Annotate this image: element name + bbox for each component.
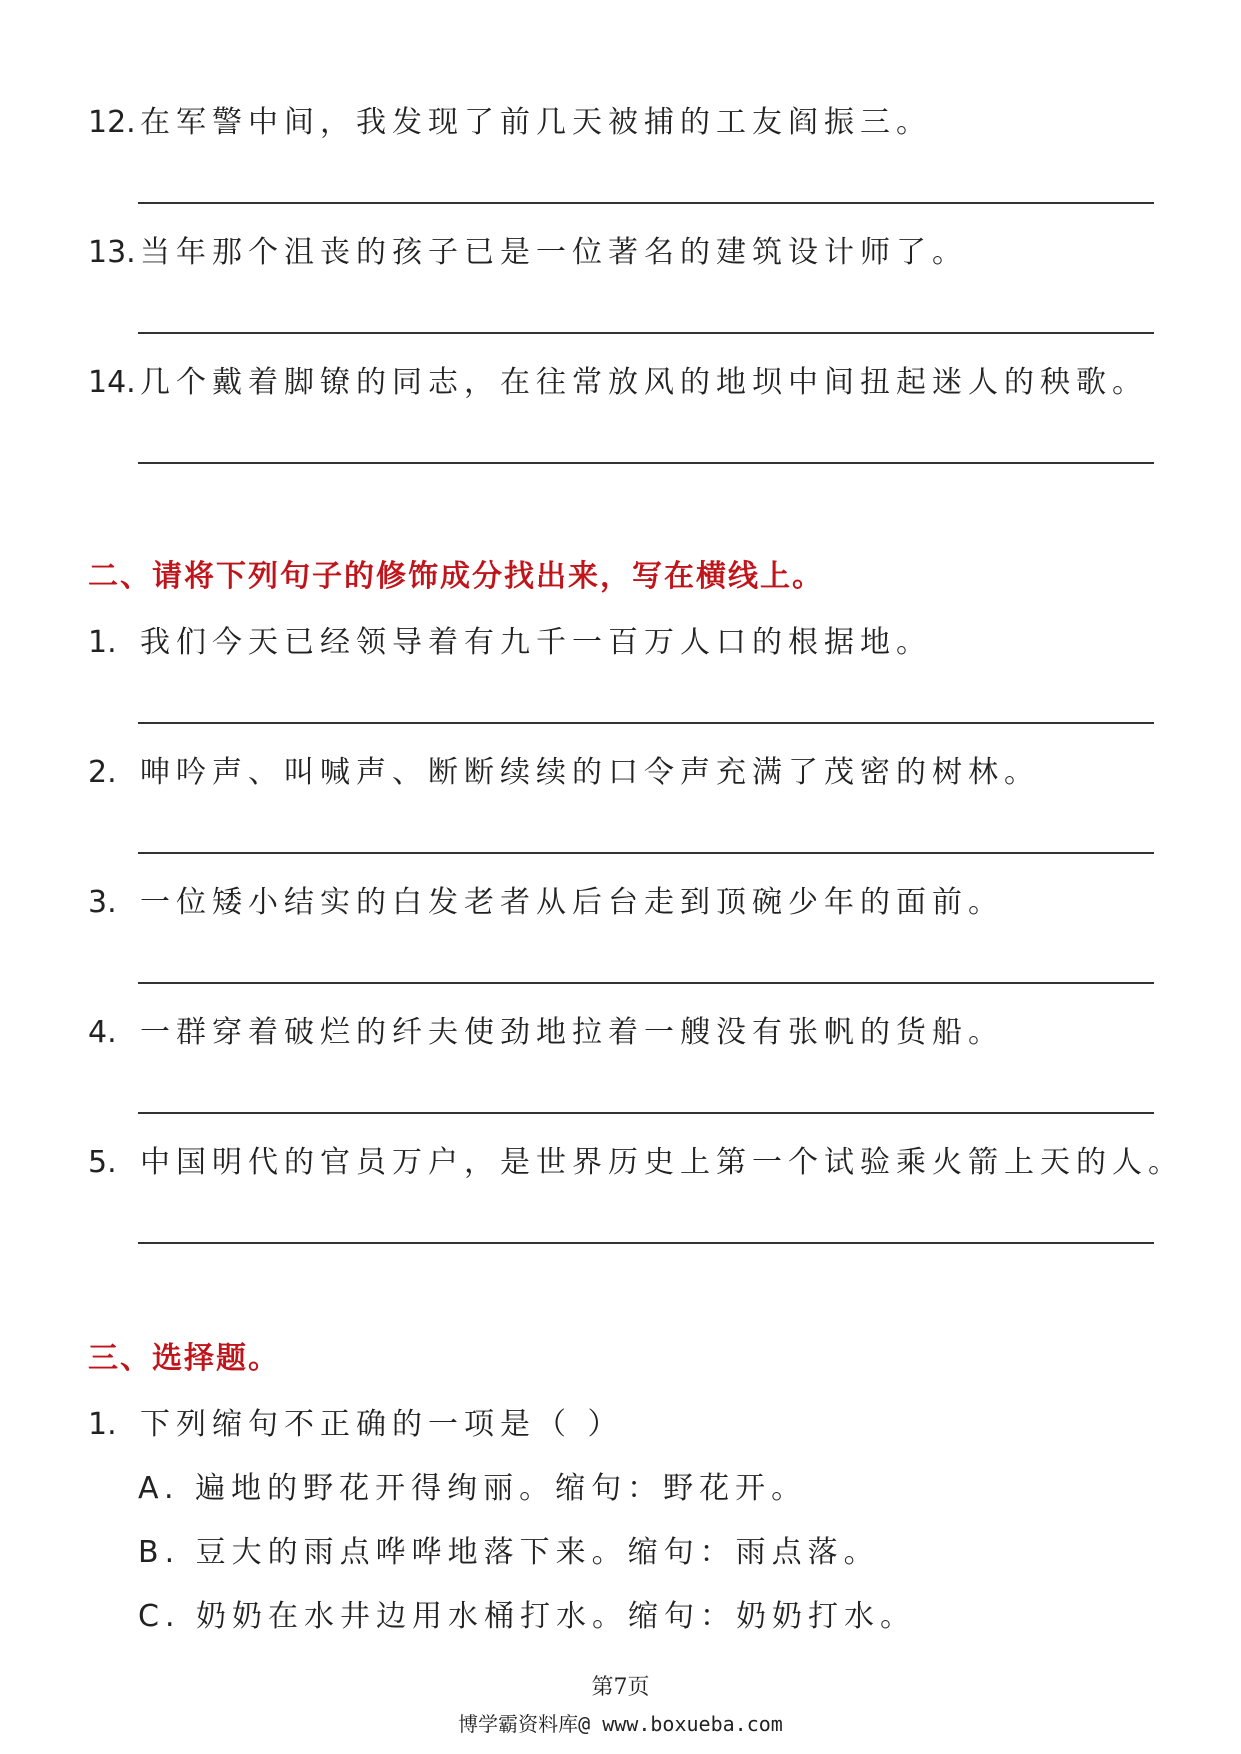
question-number: 5. [88, 1145, 117, 1180]
answer-line[interactable] [138, 1242, 1154, 1244]
question-number: 13. [88, 235, 136, 270]
question-text: 下列缩句不正确的一项是（ ） [140, 1407, 624, 1442]
option-b[interactable]: B. 豆大的雨点哗哗地落下来。缩句：雨点落。 [138, 1535, 880, 1570]
question-number: 1. [88, 1407, 117, 1442]
question-text: 我们今天已经领导着有九千一百万人口的根据地。 [140, 625, 932, 660]
question-item [88, 103, 932, 143]
question-number: 14. [88, 365, 136, 400]
answer-line[interactable] [138, 202, 1154, 204]
question-number: 3. [88, 885, 117, 920]
section-heading: 三、选择题。 [88, 1341, 280, 1376]
question-item [88, 883, 1004, 923]
option-c[interactable]: C. 奶奶在水井边用水桶打水。缩句：奶奶打水。 [138, 1599, 917, 1634]
question-item [88, 363, 1148, 403]
question-item [88, 623, 932, 663]
answer-line[interactable] [138, 982, 1154, 984]
question-number: 1. [88, 625, 117, 660]
section-heading: 二、请将下列句子的修饰成分找出来，写在横线上。 [88, 559, 824, 594]
answer-line[interactable] [138, 722, 1154, 724]
question-item [88, 1405, 624, 1445]
question-text: 中国明代的官员万户，是世界历史上第一个试验乘火箭上天的人。 [140, 1145, 1184, 1180]
question-text: 呻吟声、叫喊声、断断续续的口令声充满了茂密的树林。 [140, 755, 1040, 790]
answer-line[interactable] [138, 332, 1154, 334]
question-number: 12. [88, 105, 136, 140]
question-text: 几个戴着脚镣的同志，在往常放风的地坝中间扭起迷人的秧歌。 [140, 365, 1148, 400]
answer-line[interactable] [138, 1112, 1154, 1114]
question-item [88, 1143, 1184, 1183]
page-number: 第7页 [591, 1675, 650, 1700]
question-text: 一群穿着破烂的纤夫使劲地拉着一艘没有张帆的货船。 [140, 1015, 1004, 1050]
question-item [88, 753, 1040, 793]
question-item [88, 1013, 1004, 1053]
question-number: 4. [88, 1015, 117, 1050]
question-text: 一位矮小结实的白发老者从后台走到顶碗少年的面前。 [140, 885, 1004, 920]
answer-line[interactable] [138, 462, 1154, 464]
question-text: 当年那个沮丧的孩子已是一位著名的建筑设计师了。 [140, 235, 968, 270]
site-watermark: 博学霸资料库@ www.boxueba.com [458, 1712, 783, 1736]
question-number: 2. [88, 755, 117, 790]
question-item [88, 233, 968, 273]
option-a[interactable]: A. 遍地的野花开得绚丽。缩句：野花开。 [138, 1471, 808, 1506]
question-text: 在军警中间，我发现了前几天被捕的工友阎振三。 [140, 105, 932, 140]
answer-line[interactable] [138, 852, 1154, 854]
